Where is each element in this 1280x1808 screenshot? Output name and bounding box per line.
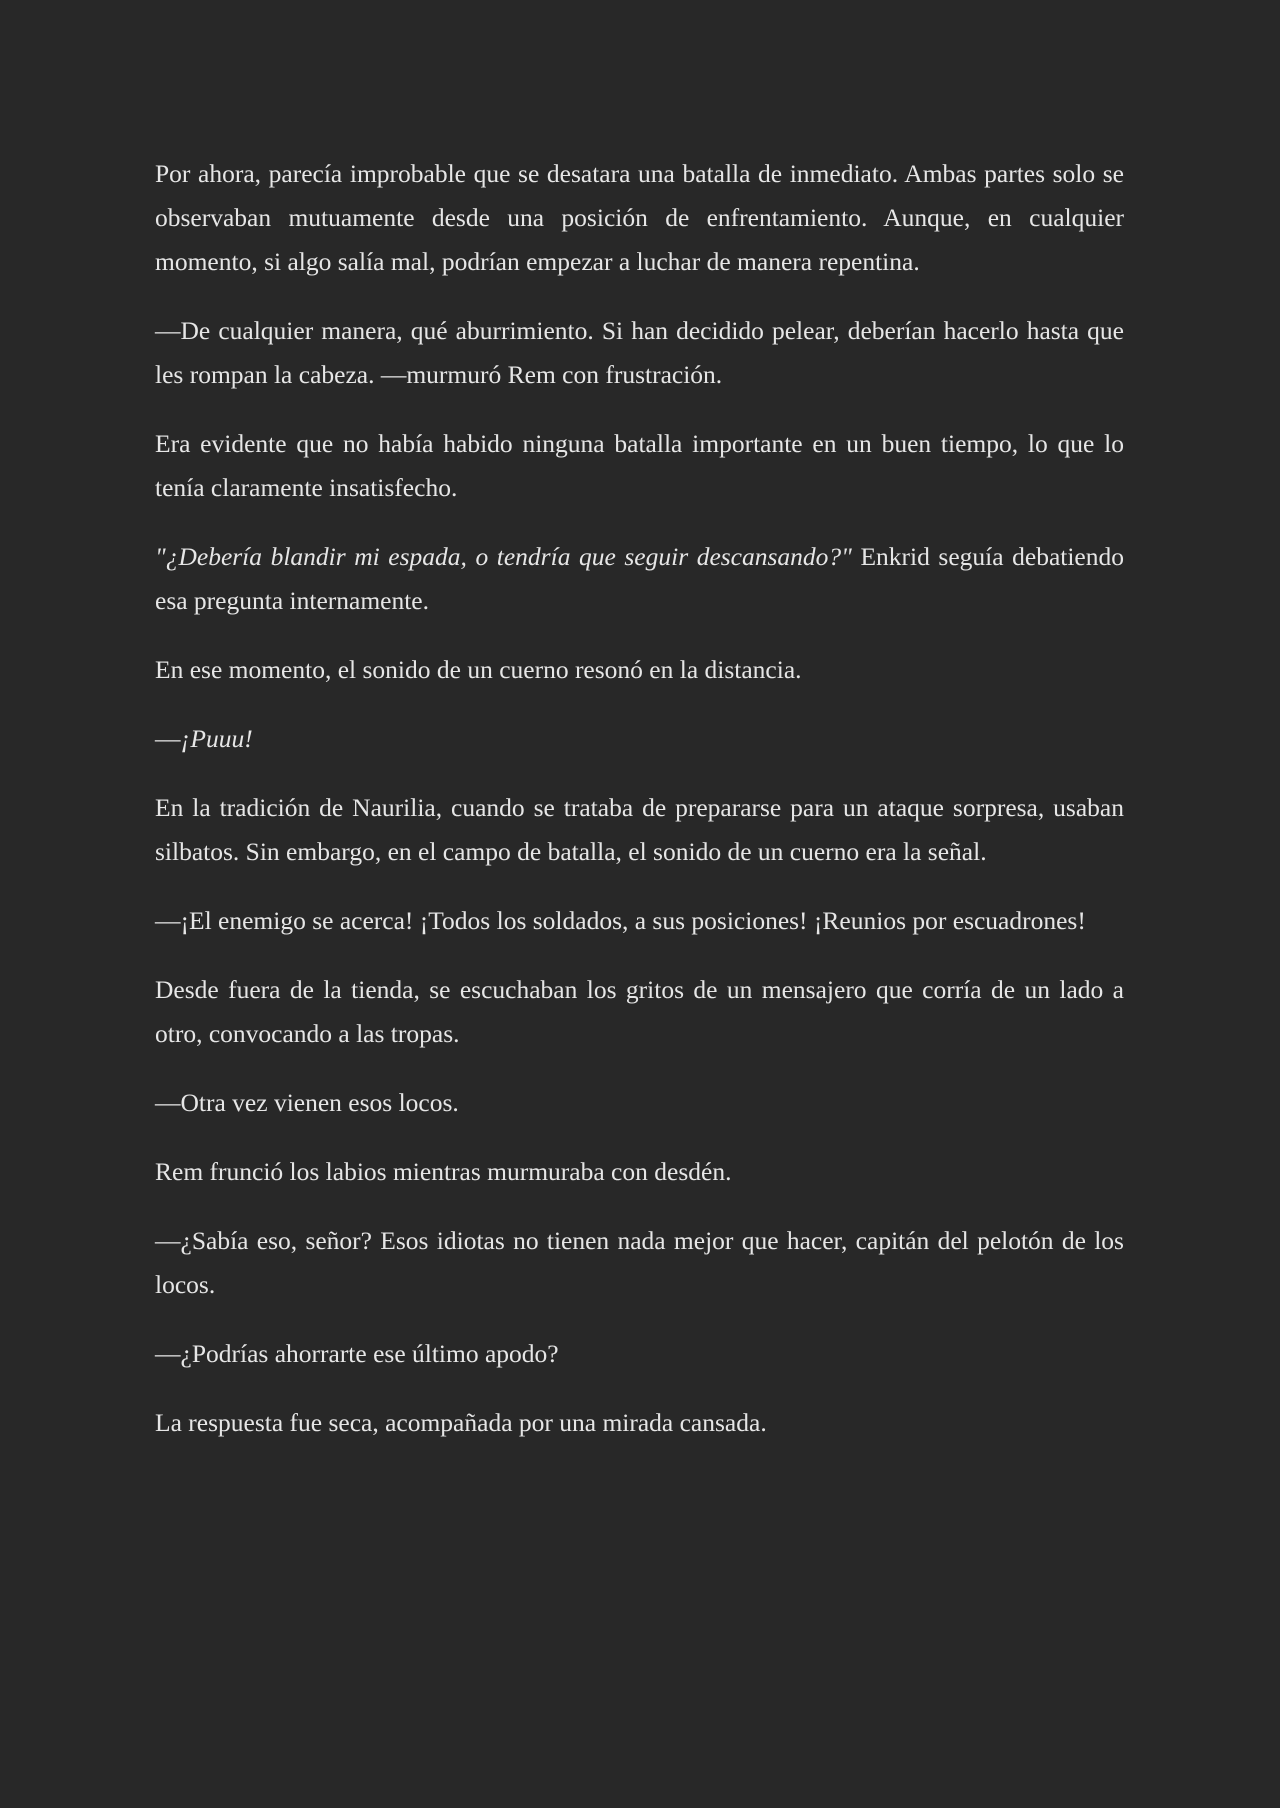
paragraph bbox=[155, 1401, 1124, 1445]
paragraph-text: La respuesta fue seca, acompañada por una mirada cansada. bbox=[155, 1408, 767, 1437]
paragraph bbox=[155, 717, 1124, 761]
paragraph-text: En ese momento, el sonido de un cuerno resonó en la distancia. bbox=[155, 655, 802, 684]
paragraph-text: —¿Podrías ahorrarte ese último apodo? bbox=[155, 1339, 559, 1368]
paragraph-text: —Otra vez vienen esos locos. bbox=[155, 1088, 459, 1117]
paragraph bbox=[155, 535, 1124, 623]
paragraph bbox=[155, 422, 1124, 510]
paragraph-text: Rem frunció los labios mientras murmuraba con desdén. bbox=[155, 1157, 732, 1186]
paragraph bbox=[155, 1219, 1124, 1307]
paragraph bbox=[155, 899, 1124, 943]
paragraph-text: Era evidente que no había habido ninguna batalla importante en un buen tiempo, lo que lo tenía claramente insatisfecho. bbox=[155, 429, 1124, 502]
paragraph bbox=[155, 1332, 1124, 1376]
paragraph bbox=[155, 648, 1124, 692]
paragraph-italic-text: ¡Puuu! bbox=[180, 724, 253, 753]
paragraph-text: Enkrid seguía debatiendo esa pregunta internamente. bbox=[155, 542, 1124, 615]
paragraph bbox=[155, 1081, 1124, 1125]
paragraph-text: En la tradición de Naurilia, cuando se trataba de prepararse para un ataque sorpresa, usaban silbatos. Sin embargo, en el campo de batalla, el sonido de un cuerno era la señal. bbox=[155, 793, 1124, 866]
paragraph-text: Desde fuera de la tienda, se escuchaban los gritos de un mensajero que corría de un lado a otro, convocando a las tropas. bbox=[155, 975, 1124, 1048]
paragraph bbox=[155, 786, 1124, 874]
paragraph-text: —De cualquier manera, qué aburrimiento. Si han decidido pelear, deberían hacerlo hasta que les rompan la cabeza. —murmuró Rem con frustración. bbox=[155, 316, 1124, 389]
paragraph bbox=[155, 1150, 1124, 1194]
paragraph bbox=[155, 968, 1124, 1056]
paragraph-dash: — bbox=[155, 724, 181, 753]
paragraph-text: —¡El enemigo se acerca! ¡Todos los soldados, a sus posiciones! ¡Reunios por escuadrones! bbox=[155, 906, 1086, 935]
paragraph bbox=[155, 152, 1124, 284]
paragraph bbox=[155, 309, 1124, 397]
reading-pane bbox=[155, 152, 1124, 1470]
paragraph-italic-text: "¿Debería blandir mi espada, o tendría que seguir descansando?" bbox=[155, 542, 852, 571]
paragraph-text: —¿Sabía eso, señor? Esos idiotas no tienen nada mejor que hacer, capitán del pelotón de los locos. bbox=[155, 1226, 1124, 1299]
paragraph-text: Por ahora, parecía improbable que se desatara una batalla de inmediato. Ambas partes solo se observaban mutuamente desde una posición de enfrentamiento. Aunque, en cualquier momento, si algo salía mal, podrían empezar a luchar de manera repentina. bbox=[155, 159, 1124, 276]
